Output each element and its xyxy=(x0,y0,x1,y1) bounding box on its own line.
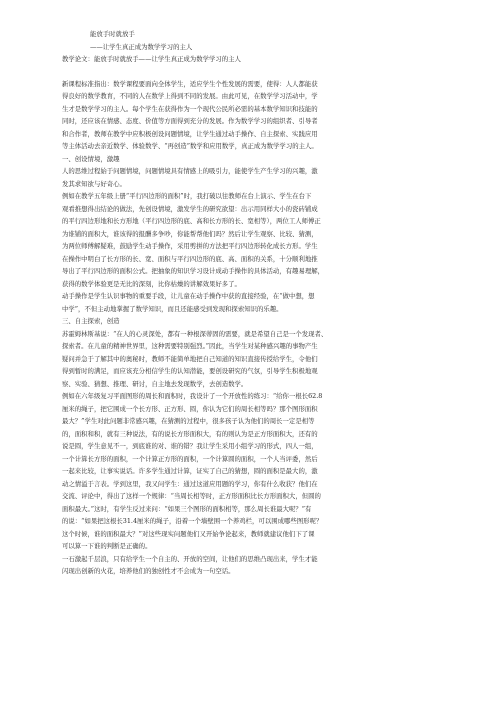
body-line: 中学”，不但主动地掌握了数学知识，而且还能感受到发现和探索知识的乐趣。 xyxy=(62,304,283,313)
body-line: 动手操作是学生认识事物的重要手段，让儿童在动手操作中获的直接经验，在“做中想，想 xyxy=(62,292,315,300)
body-line: 一、创设情境，激趣 xyxy=(62,154,120,163)
body-line: 为谁铺的面积大，谁该得的报酬多争吵，你能帮帮他们吗？然后让学生观察、比较、猜测， xyxy=(62,229,318,238)
body-line: 闪现出创新的火花，培养他们的独创性才不会成为一句空话。 xyxy=(62,567,235,575)
body-line: 疑问并急于了解其中的奥秘时，教师不能简单地把自己知道的知识直接传授给学生，令他们 xyxy=(62,354,318,363)
body-line: 得良好的数学教育，不同的人在数学上得到不同的发展。由此可见，在数学学习活动中，学 xyxy=(62,92,318,100)
body-line: 例如在教学五年级上册“平行四边形的面积”时，我打破以往教师在台上演示、学生在台下 xyxy=(62,192,312,200)
document-title: 能放手时就放手 xyxy=(90,30,135,38)
body-line: 导出了平行四边形的面积公式。把抽象的知识学习设计成动手操作的具体活动，有趣易理解， xyxy=(62,267,325,275)
body-line: 获得的数学体验更是无比的深刻，比你枯燥的讲解效果好多了。 xyxy=(62,279,241,288)
body-line: 的，面积和积，就有三种说法，有的说长方形面积大，有的则认为是正方形面积大，还有的 xyxy=(62,429,318,438)
body-line: 可以算一下谁的判断是正确的。 xyxy=(62,542,152,550)
body-line: 的平行四边形地和长方形地（平行四边形的底、高和长方形的长、宽相等），两位工人师傅正 xyxy=(62,217,321,225)
body-line: 这个时候，谁的面积最大？”对这些现实问题他们又开始争论起来，教师就建议他们下了课 xyxy=(62,529,315,538)
body-line: 的说：“如果把这根长31.4厘米的绳子，沿着一个墙壁围一个养鸡栏，可以围成哪些图形呢？ xyxy=(62,517,323,525)
body-line: 例如在六年级复习平面图形的周长和面积时，我设计了一个开放性的练习：“给你一根长62.8 xyxy=(62,392,323,400)
body-line: 交流、评论中，得出了这样一个规律：“当周长相等时，正方形面积比长方形面积大，但圆的 xyxy=(62,492,321,500)
body-line: 最大？”学生对此问题非常感兴趣，在猜测的过程中，很多孩子认为他们的周长一定是相等 xyxy=(62,417,315,425)
body-line: 苏霍姆林斯基说：“在人的心灵深处，都有一种根深蒂固的需要，就是希望自己是一个发现者、 xyxy=(62,329,328,338)
body-line: 面积最大。”这时，有学生反过来问：“如果三个图形的面积相等，那么周长谁最大呢？”有 xyxy=(62,504,312,513)
body-line: 和合作者，教师在教学中应积极创设问题情境，让学生通过动手操作、自主探索、实践应用 xyxy=(62,129,318,138)
section-gap xyxy=(62,66,442,76)
body-line: 三、自主探索，创造 xyxy=(62,317,120,325)
body-line: 观看推想得出结论的做法，先创设情境，激发学生的研究欲望：出示用同样大小的瓷砖铺成 xyxy=(62,204,318,213)
body-line: 察、实验、猜想、推理、研讨，自主地去发现数学，去创造数学。 xyxy=(62,379,248,388)
body-line: 生才是数学学习的主人。每个学生在获得作为一个现代公民所必需的基本数学知识和技能的 xyxy=(62,104,318,113)
body-line: 为两位师傅解疑难，鼓励学生动手操作，采用剪拼的方法把平行四边形转化成长方形。学生 xyxy=(62,242,318,250)
body-line: 在操作中明白了长方形的长、宽、面积与平行四边形的底、高、面积的关系，十分顺利地推 xyxy=(62,254,318,263)
body-line: 厘米的绳子，把它围成一个长方形、正方形、圆，你认为它们的周长相等吗？那个图形面积 xyxy=(62,404,318,413)
body-line: 一起来比较，让事实说话。许多学生通过计算，证实了自己的猜想，圆的面积是最大的，激 xyxy=(62,467,318,475)
body-line: 动之情溢于言表。学到这里，我又问学生：通过这道应用题的学习，你有什么收获？他们在 xyxy=(62,479,318,488)
body-line: 得到暂时的满足，而应该充分相信学生的认知潜能，要创设研究的气氛，引导学生积极地观 xyxy=(62,367,318,375)
body-line: 一个计算长方形的面积，一个计算正方形的面积，一个计算圆的面积，一个人当评委，然后 xyxy=(62,454,318,463)
document-header xyxy=(90,28,442,53)
body-line: 说是圆，学生意见不一，到底谁的对、谁的错？我让学生采用小组学习的形式，四人一组， xyxy=(62,442,318,450)
body-line: 人的思维过程始于问题情境，问题情境具有情感上的吸引力，能使学生产生学习的兴趣，激 xyxy=(62,167,318,175)
body-line: 新课程标准指出：数学课程要面向全体学生，适应学生个性发展的需要，使得：人人都能获 xyxy=(62,79,318,88)
document-body xyxy=(62,78,442,578)
document-subtitle: ——让学生真正成为数学学习的主人 xyxy=(90,42,193,51)
body-line: 同时，还应该在情感、态度、价值等方面得到充分的发展。作为数学学习的组织者、引导者 xyxy=(62,117,318,125)
body-line: 发其求知欲与好奇心。 xyxy=(62,179,126,188)
body-line: 一石激起千层浪，只有给学生一个自主的、开放的空间，让他们的思维凸现出来，学生才能 xyxy=(62,554,318,563)
body-line: 等主体活动去亲近数学、体验数学、“再创造”数学和应用数学，真正成为数学学习的主人。 xyxy=(62,142,318,150)
paper-title: 教学论文：能放手时就放手——让学生真正成为数学学习的主人 xyxy=(62,55,241,63)
body-line: 探索者。在儿童的精神世界里，这种需要特别强烈。”因此，当学生对某种感兴趣的事物产生 xyxy=(62,342,318,350)
